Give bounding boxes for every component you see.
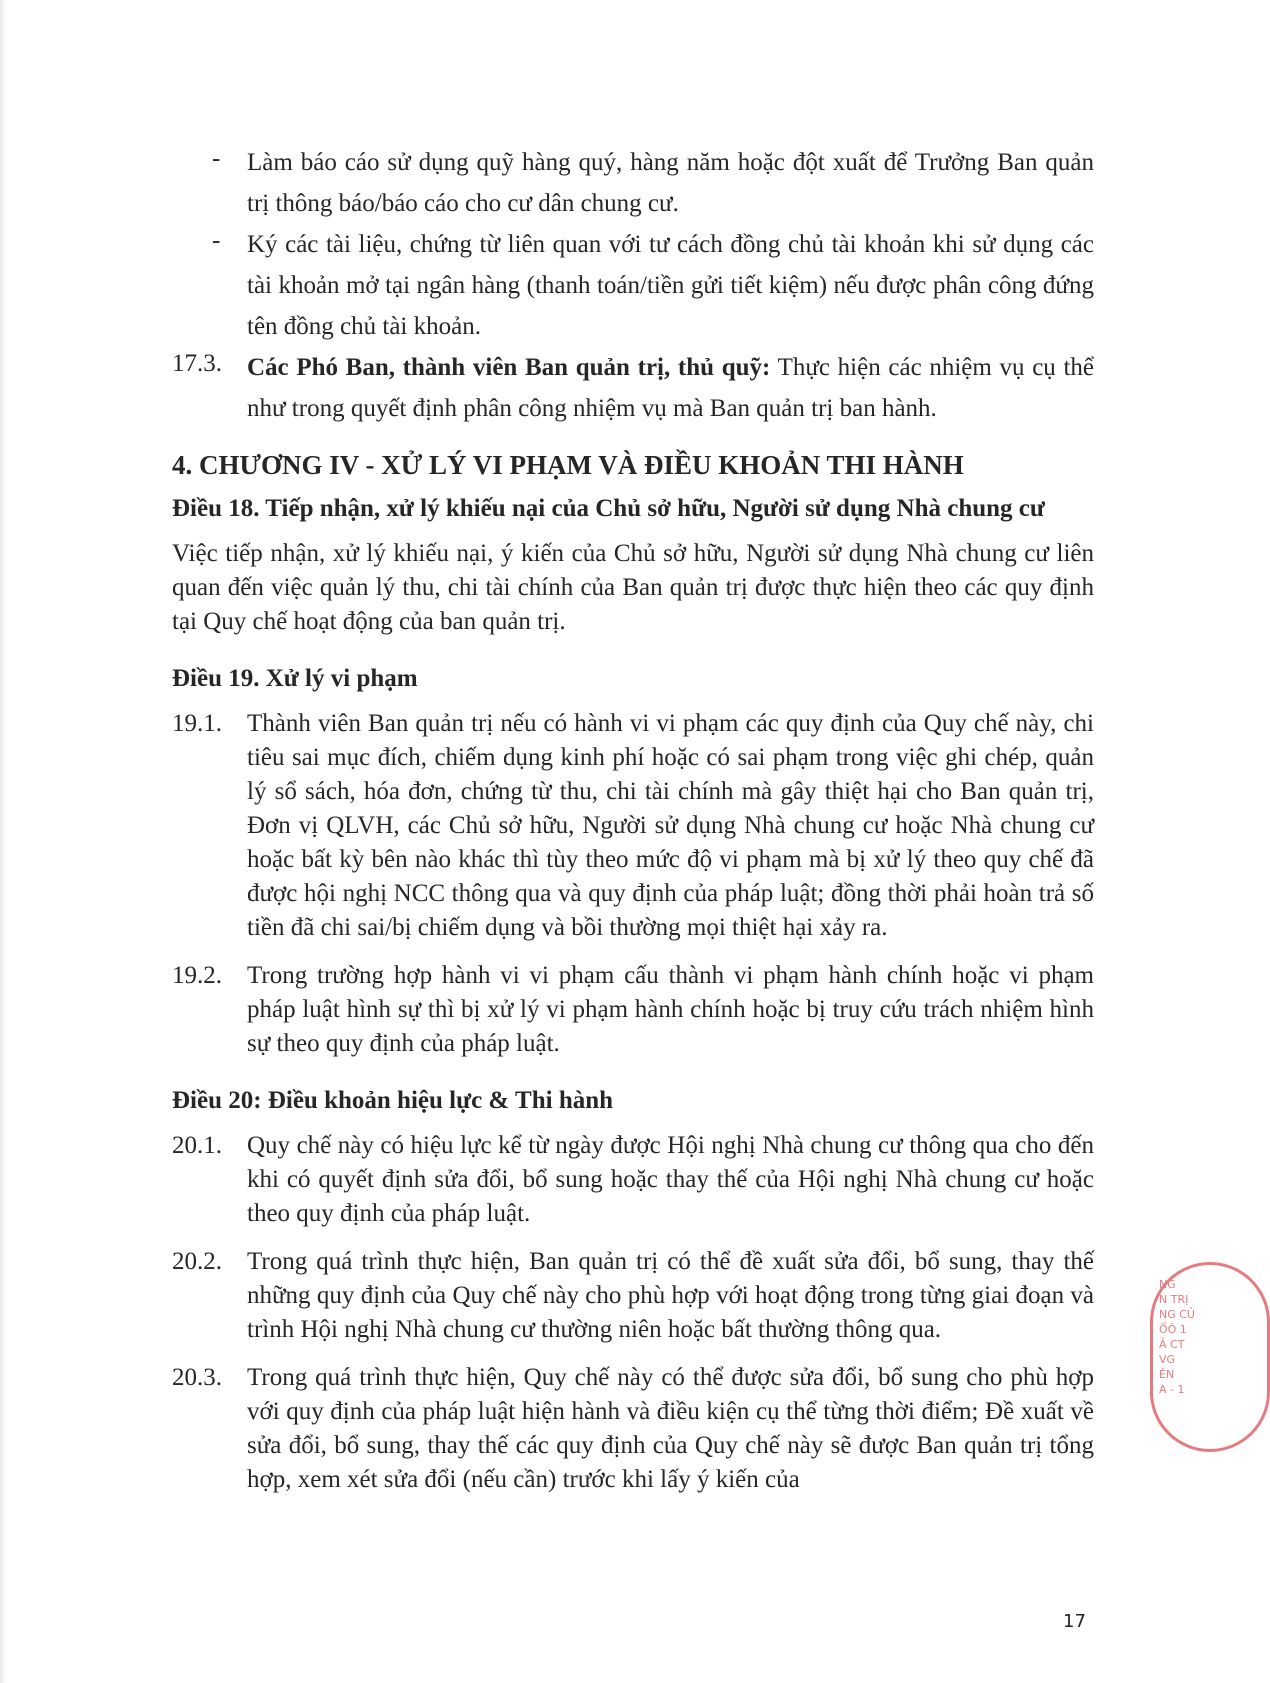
clause-text: Quy chế này có hiệu lực kể từ ngày được Hội nghị Nhà chung cư thông qua cho đến khi có quyết định sửa đổi, bổ sung hoặc thay thế của Hội nghị Nhà chung cư hoặc theo quy định của pháp luật.	[247, 1132, 1094, 1227]
article-20-heading: Điều 20: Điều khoản hiệu lực & Thi hành	[172, 1087, 614, 1114]
clause-number: 20.3.	[172, 1364, 222, 1391]
clause-19-1	[172, 707, 1094, 945]
article-18-body: Việc tiếp nhận, xử lý khiếu nại, ý kiến của Chủ sở hữu, Người sử dụng Nhà chung cư liên quan đến việc quản lý thu, chi tài chính của Ban quản trị được thực hiện theo các quy định tại Quy chế hoạt động của ban quản trị.	[172, 540, 1094, 635]
stamp-text: NG	[1159, 1278, 1176, 1291]
bullet-item	[172, 142, 1094, 224]
article-19-heading: Điều 19. Xử lý vi phạm	[172, 665, 418, 692]
bullet-marker: -	[212, 227, 221, 254]
bullet-text: Ký các tài liệu, chứng từ liên quan với tư cách đồng chủ tài khoản khi sử dụng các tài khoản mở tại ngân hàng (thanh toán/tiền gửi tiết kiệm) nếu được phân công đứng tên đồng chủ tài khoản.	[247, 231, 1094, 340]
stamp-text: NG CỦ	[1159, 1308, 1195, 1321]
clause-number: 19.1.	[172, 710, 222, 737]
clause-text: Trong quá trình thực hiện, Quy chế này có thể được sửa đổi, bổ sung cho phù hợp với quy định của pháp luật hiện hành và điều kiện cụ thể từng thời điểm; Đề xuất về sửa đổi, bổ sung, thay thế các quy định của Quy chế này sẽ được Ban quản trị tổng hợp, xem xét sửa đổi (nếu cần) trước khi lấy ý kiến của	[247, 1364, 1094, 1493]
clause-number: 19.2.	[172, 962, 222, 989]
red-seal-stamp	[1150, 1262, 1270, 1452]
clause-text: Trong quá trình thực hiện, Ban quản trị có thể đề xuất sửa đổi, bổ sung, thay thế những quy định của Quy chế này cho phù hợp với hoạt động trong từng giai đoạn và trình Hội nghị Nhà chung cư thường niên hoặc bất thường thông qua.	[247, 1248, 1094, 1343]
clause-number: 17.3.	[172, 350, 222, 377]
clause-text: Trong trường hợp hành vi vi phạm cấu thành vi phạm hành chính hoặc vi phạm pháp luật hình sự thì bị xử lý vi phạm hành chính hoặc bị truy cứu trách nhiệm hình sự theo quy định của pháp luật.	[247, 962, 1094, 1057]
chapter-heading: 4. CHƯƠNG IV - XỬ LÝ VI PHẠM VÀ ĐIỀU KHOẢN THI HÀNH	[172, 450, 964, 480]
clause-number: 20.1.	[172, 1132, 222, 1159]
page-number: 17	[1063, 1611, 1086, 1632]
clause-text: Thực hiện các nhiệm vụ cụ thể như trong quyết định phân công nhiệm vụ mà Ban quản trị ban hành.	[247, 354, 1095, 422]
clause-20-2	[172, 1245, 1094, 1347]
clause-text: Thành viên Ban quản trị nếu có hành vi vi phạm các quy định của Quy chế này, chi tiêu sai mục đích, chiếm dụng kinh phí hoặc có sai phạm trong việc ghi chép, quản lý sổ sách, hóa đơn, chứng từ thu, chi tài chính mà gây thiệt hại cho Ban quản trị, Đơn vị QLVH, các Chủ sở hữu, Người sử dụng Nhà chung cư hoặc Nhà chung cư hoặc bất kỳ bên nào khác thì tùy theo mức độ vi phạm mà bị xử lý theo quy chế đã được hội nghị NCC thông qua và quy định của pháp luật; đồng thời phải hoàn trả số tiền đã chi sai/bị chiếm dụng và bồi thường mọi thiệt hại xảy ra.	[247, 710, 1094, 941]
stamp-text: ÊN	[1159, 1368, 1175, 1381]
stamp-text: VG	[1159, 1353, 1176, 1366]
clause-20-3	[172, 1361, 1094, 1497]
clause-bold-lead: Các Phó Ban, thành viên Ban quản trị, thủ quỹ:	[247, 354, 771, 381]
bullet-item	[172, 224, 1094, 347]
bullet-text: Làm báo cáo sử dụng quỹ hàng quý, hàng năm hoặc đột xuất để Trưởng Ban quản trị thông báo/báo cáo cho cư dân chung cư.	[247, 149, 1094, 217]
stamp-text: N TRỊ	[1159, 1293, 1189, 1306]
article-18-heading: Điều 18. Tiếp nhận, xử lý khiếu nại của Chủ sở hữu, Người sử dụng Nhà chung cư	[172, 495, 1045, 522]
stamp-text: ỐÔ 1	[1159, 1323, 1187, 1336]
stamp-text: A - 1	[1159, 1383, 1185, 1396]
document-body	[172, 142, 1094, 1497]
clause-17-3	[172, 347, 1094, 429]
clause-number: 20.2.	[172, 1248, 222, 1275]
bullet-marker: -	[212, 145, 221, 172]
stamp-text: Ả CT	[1159, 1338, 1185, 1351]
clause-20-1	[172, 1129, 1094, 1231]
clause-19-2	[172, 959, 1094, 1061]
scan-page-edge	[0, 0, 6, 1683]
